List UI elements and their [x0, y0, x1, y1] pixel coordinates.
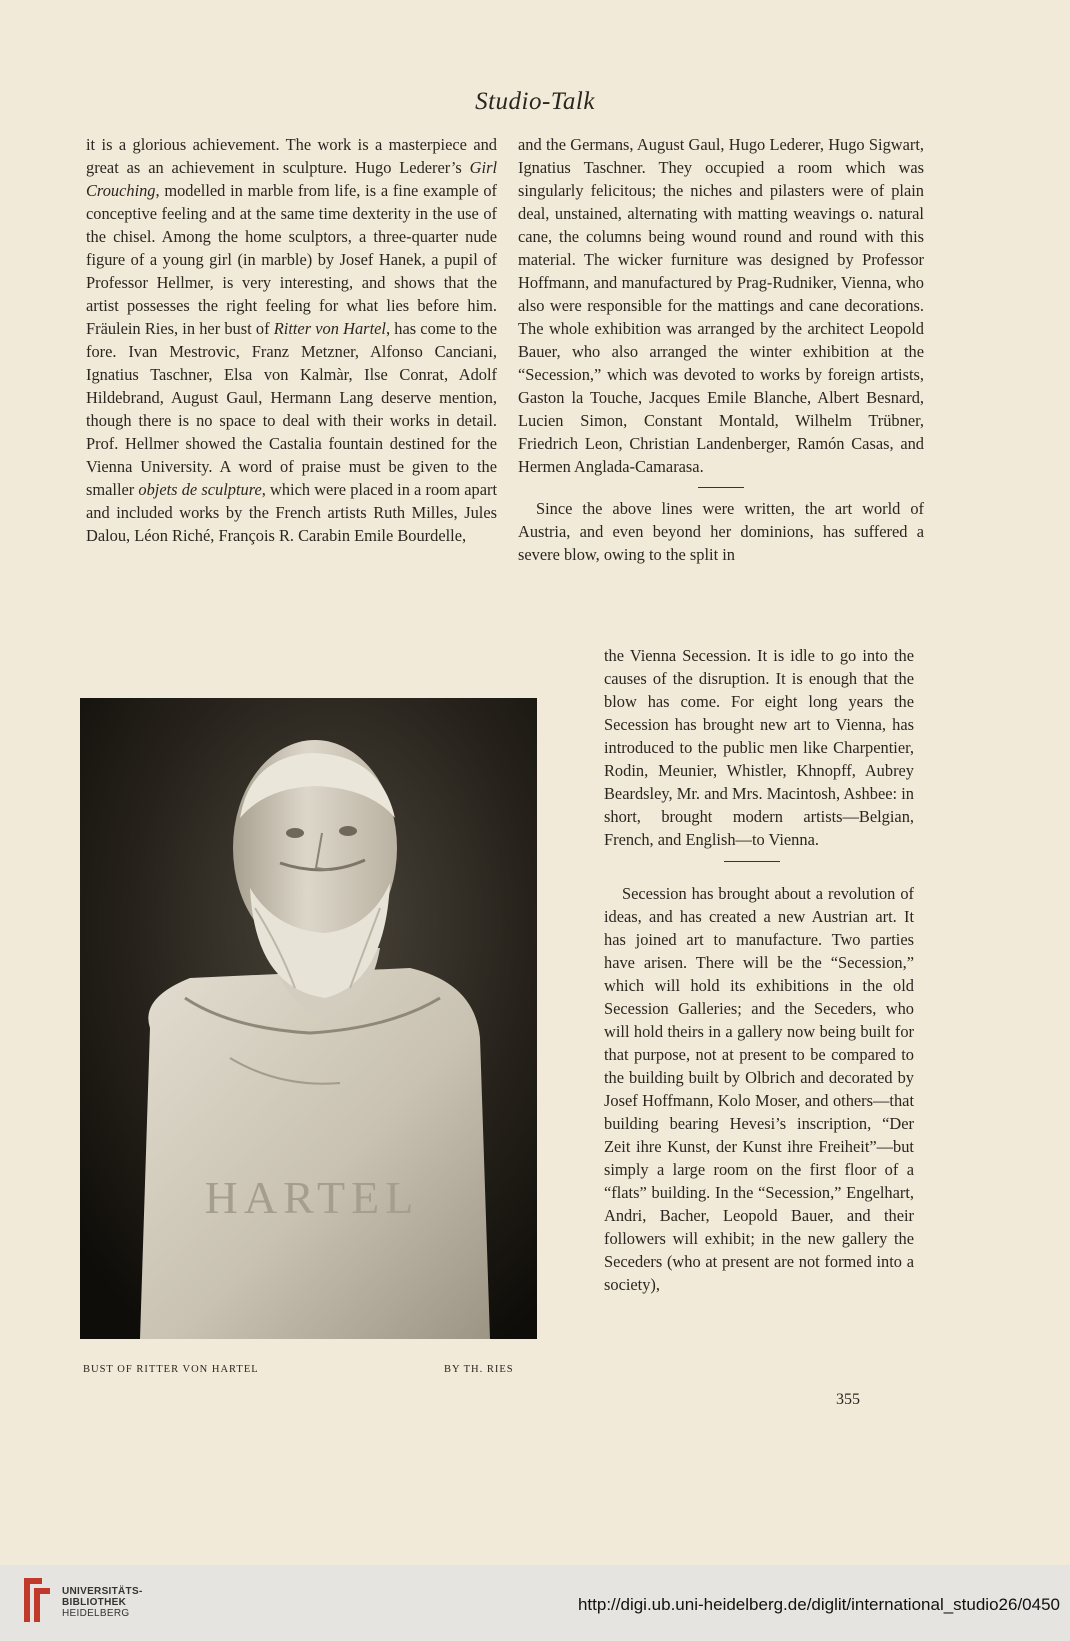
running-head: Studio-Talk [475, 88, 595, 115]
right-paragraph-3: Secession has brought about a revolution of ideas, and has created a new Austrian art. It has joined art to manufacture. Two parties have arisen. There will be the “Secession,” which will hold its exhibitions in the old Secession Galleries; and the Seceders, who will hold theirs in a gallery now being built for that purpose, not at present to be compared to the building built by Olbrich and decorated by Josef Hoffmann, Kolo Moser, and others—that building bearing Hevesi’s inscription, “Der Zeit ihre Kunst, der Kunst ihre Freiheit”—but simply a large room on the first floor of a “flats” building. In the “Secession,” Engelhart, Andri, Bacher, Leopold Bauer, and their followers will exhibit; in the new gallery the Seceders (who at present are not formed into a society), [604, 884, 914, 1294]
library-name-line: BIBLIOTHEK [62, 1597, 127, 1608]
bust-inscription: HARTEL [204, 1172, 420, 1223]
library-name [62, 1586, 143, 1619]
section-divider [724, 861, 780, 862]
right-narrow-column [604, 644, 914, 1296]
left-paragraph [86, 133, 497, 547]
figure-caption: BUST OF RITTER VON HARTEL [83, 1364, 259, 1375]
library-logo-icon [22, 1576, 52, 1624]
library-name-line: UNIVERSITÄTS- [62, 1586, 143, 1597]
page-number: 355 [836, 1391, 860, 1408]
text-span: it is a glorious achievement. The work is a masterpiece and great as an achievement in sculpture. Hugo Lederer’s [86, 135, 497, 177]
section-divider [698, 487, 744, 488]
artwork-title: Girl Crouching [86, 158, 497, 200]
bust-photograph [80, 698, 537, 1339]
library-name-line: HEIDELBERG [62, 1608, 130, 1619]
artwork-title: Ritter von Hartel [273, 319, 386, 338]
right-paragraph-2: Since the above lines were written, the art world of Austria, and even beyond her dominions, has suffered a severe blow, owing to the split in [518, 499, 924, 564]
text-span: , has come to the fore. Ivan Mestrovic, Franz Metzner, Alfonso Canciani, Ignatius Taschner, Elsa von Kalmàr, Ilse Conrat, Adolf Hildebrand, August Gaul, Hermann Lang deserve mention, though there is no space to deal with their works in detail. Prof. Hellmer showed the Castalia fountain destined for the Vienna University. A word of praise must be given to the smaller [86, 319, 497, 499]
right-column [518, 133, 924, 566]
right-paragraph-2-continued: the Vienna Secession. It is idle to go into the causes of the disruption. It is enough that the blow has come. For eight long years the Secession has brought new art to Vienna, has introduced to the public men like Charpentier, Rodin, Meunier, Whistler, Khnopff, Aubrey Beardsley, Mr. and Mrs. Macintosh, Ashbee: in short, brought modern artists—Belgian, French, and English—to Vienna. [604, 646, 914, 849]
artwork-title: objets de sculpture [138, 480, 262, 499]
text-span: , which were placed in a room apart and included works by the French artists Ruth Milles, Jules Dalou, Léon Riché, François R. Carabin Emile Bourdelle, [86, 480, 497, 545]
right-paragraph-1: and the Germans, August Gaul, Hugo Lederer, Hugo Sigwart, Ignatius Taschner. They occupied a room which was singularly felicitous; the niches and pilasters were of plain deal, unstained, alternating with matting weavings o. natural cane, the columns being wound round and round with this material. The wicker furniture was designed by Professor Hoffmann, and manufactured by Prag-Rudniker, Vienna, who also were responsible for the mattings and cane decorations. The whole exhibition was arranged by the architect Leopold Bauer, who also arranged the winter exhibition at the “Secession,” which was devoted to works by foreign artists, Gaston la Touche, Jacques Emile Blanche, Albert Besnard, Lucien Simon, Constant Montald, Wilhelm Trübner, Friedrich Leon, Christian Landenberger, Ramón Casas, and Hermen Anglada-Camarasa. [518, 135, 924, 476]
source-url[interactable]: http://digi.ub.uni-heidelberg.de/diglit/international_studio26/0450 [577, 1595, 1060, 1614]
text-span: , modelled in marble from life, is a fine example of conceptive feeling and at the same time dexterity in the use of the chisel. Among the home sculptors, a three-quarter nude figure of a young girl (in marble) by Josef Hanek, a pupil of Professor Hellmer, is very interesting, and shows that the artist possesses the right feeling for what lies before him. Fräulein Ries, in her bust of [86, 181, 497, 338]
figure-credit: BY TH. RIES [444, 1364, 514, 1375]
left-column [86, 133, 497, 547]
